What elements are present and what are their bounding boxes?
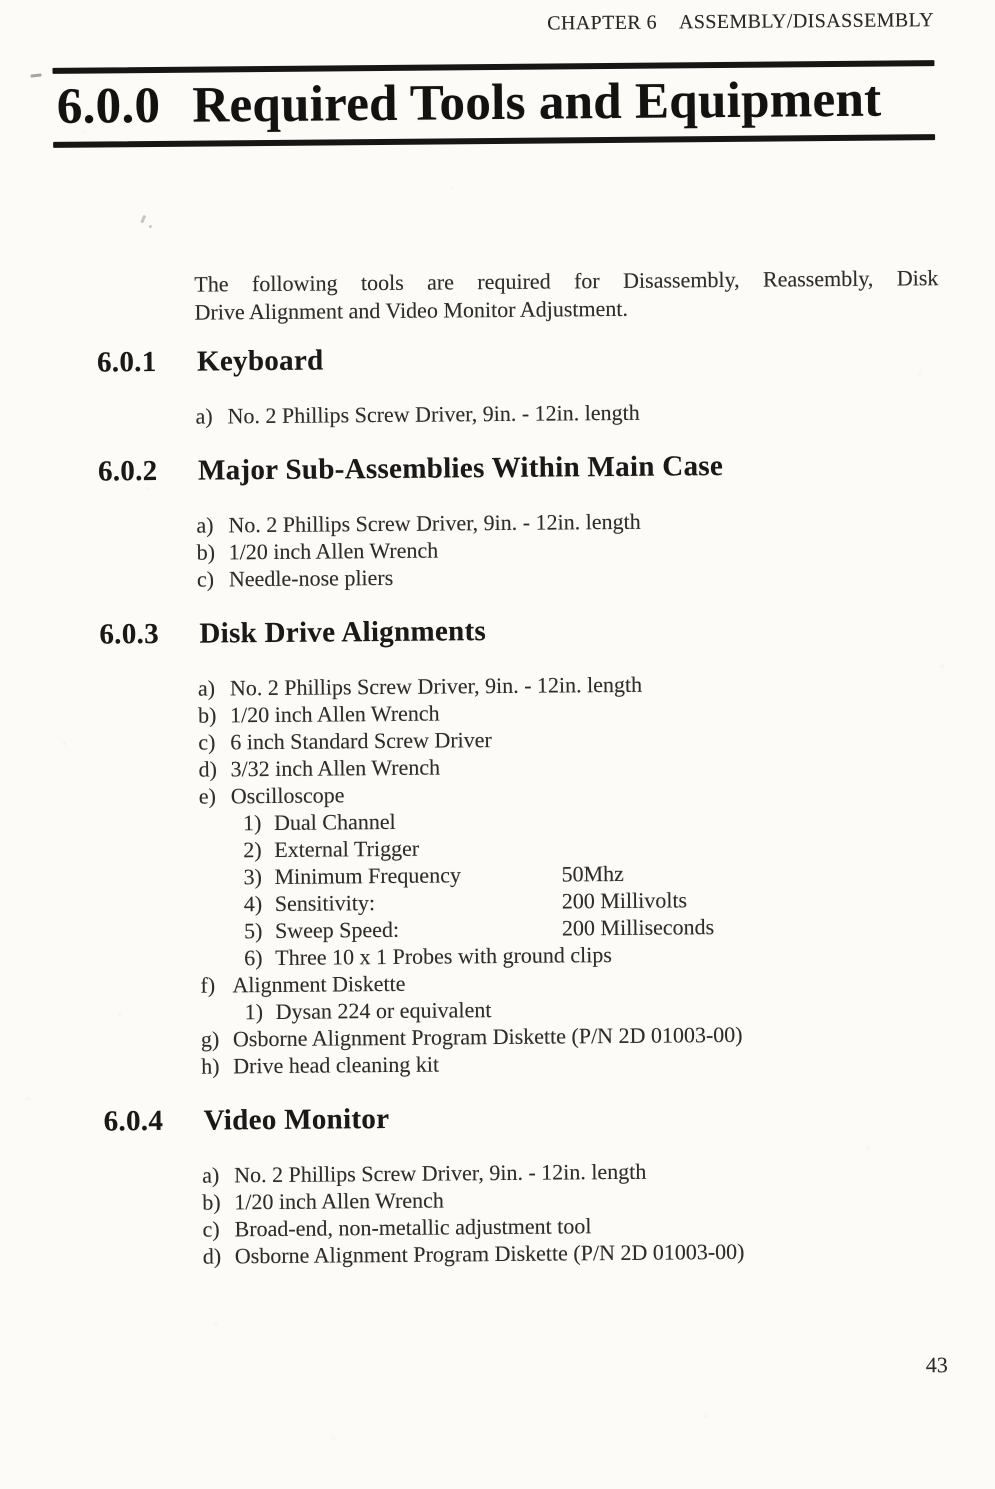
item-label: b) — [196, 539, 216, 565]
section-title: Video Monitor — [203, 1102, 390, 1137]
list-item — [195, 396, 937, 429]
list-item — [203, 1236, 945, 1269]
item-text: Minimum Frequency — [274, 862, 462, 889]
scan-artifact-dot — [149, 225, 152, 228]
page-title-text: Required Tools and Equipment — [192, 71, 882, 134]
item-label: e) — [198, 783, 217, 809]
item-text: 1/20 inch Allen Wrench — [234, 1187, 444, 1215]
section-items — [195, 396, 937, 429]
item-value: 200 Milliseconds — [561, 914, 715, 941]
section-heading — [97, 340, 937, 377]
section-number: 6.0.4 — [103, 1104, 164, 1138]
section-number: 6.0.1 — [96, 345, 157, 379]
section-heading — [99, 612, 939, 649]
running-header — [547, 9, 934, 35]
item-label: 1) — [244, 999, 264, 1025]
running-header-chapter: CHAPTER 6 — [547, 11, 658, 35]
item-text: 1/20 inch Allen Wrench — [230, 700, 440, 728]
item-label: h) — [201, 1053, 220, 1079]
section-heading — [104, 1099, 944, 1136]
scan-artifact-tick — [140, 215, 146, 224]
page-title-number: 6.0.0 — [56, 77, 161, 135]
sections-container — [97, 340, 945, 1270]
item-label: f) — [200, 972, 216, 998]
item-label: d) — [202, 1243, 222, 1269]
item-label: a) — [202, 1162, 220, 1188]
title-rule-bottom — [53, 134, 935, 148]
section-heading — [98, 449, 938, 486]
section — [104, 1099, 945, 1270]
item-text: Sensitivity: — [274, 890, 376, 916]
item-text: Needle-nose pliers — [228, 564, 394, 592]
item-text: Three 10 x 1 Probes with ground clips — [275, 942, 613, 970]
item-label: c) — [196, 566, 215, 592]
section-items — [196, 505, 939, 592]
section — [99, 612, 943, 1080]
item-label: 6) — [244, 945, 263, 971]
item-label: c) — [198, 729, 216, 755]
intro-line-2: Drive Alignment and Video Monitor Adjustment. — [194, 295, 629, 325]
item-text: External Trigger — [274, 835, 420, 862]
section-number: 6.0.2 — [97, 454, 158, 488]
item-label: 1) — [242, 810, 262, 836]
item-text: Sweep Speed: — [274, 916, 400, 943]
list-item — [201, 1046, 943, 1079]
item-text: Alignment Diskette — [232, 970, 406, 998]
section-items — [198, 668, 944, 1079]
item-label: b) — [202, 1189, 221, 1215]
item-value: 200 Millivolts — [561, 887, 688, 914]
list-item — [197, 559, 939, 592]
item-text: Dual Channel — [273, 808, 396, 835]
item-text: 6 inch Standard Screw Driver — [230, 727, 492, 755]
item-label: d) — [198, 756, 218, 782]
item-label: b) — [198, 702, 217, 728]
item-text: Drive head cleaning kit — [233, 1051, 440, 1079]
item-label: g) — [200, 1026, 220, 1052]
item-text: No. 2 Phillips Screw Driver, 9in. - 12in. length — [227, 399, 640, 429]
section — [97, 340, 938, 430]
item-label: c) — [202, 1216, 220, 1242]
section-number: 6.0.3 — [99, 617, 160, 651]
item-text: No. 2 Phillips Screw Driver, 9in. - 12in. length — [229, 671, 643, 701]
section-title: Major Sub-Assemblies Within Main Case — [197, 450, 724, 487]
item-label: 2) — [243, 837, 262, 863]
page-title — [53, 70, 935, 136]
title-block — [52, 60, 935, 148]
scan-noise — [0, 0, 3, 3]
scan-artifact-dash — [30, 73, 41, 77]
item-text: Broad-end, non-metallic adjustment tool — [234, 1213, 592, 1242]
item-value: 50Mhz — [561, 860, 624, 887]
intro-line-1: The following tools are required for Disassembly, Reassembly, Disk — [194, 265, 939, 297]
item-label: 4) — [243, 891, 263, 917]
item-text: Dysan 224 or equivalent — [275, 997, 492, 1024]
intro-paragraph — [194, 264, 938, 326]
item-text: No. 2 Phillips Screw Driver, 9in. - 12in. length — [234, 1158, 647, 1188]
section-items — [202, 1155, 945, 1269]
section — [98, 449, 939, 593]
item-label: 3) — [243, 864, 262, 890]
item-label: a) — [197, 675, 216, 701]
item-text: 3/32 inch Allen Wrench — [230, 754, 441, 782]
item-text: Oscilloscope — [230, 782, 345, 809]
item-text: Osborne Alignment Program Diskette (P/N 2D 01003-00) — [232, 1021, 743, 1052]
section-title: Keyboard — [196, 344, 324, 378]
item-label: a) — [195, 403, 213, 429]
item-text: Osborne Alignment Program Diskette (P/N 2D 01003-00) — [234, 1238, 745, 1269]
section-title: Disk Drive Alignments — [199, 615, 487, 650]
running-header-title: ASSEMBLY/DISASSEMBLY — [678, 9, 935, 34]
item-text: 1/20 inch Allen Wrench — [228, 537, 439, 565]
item-label: 5) — [243, 918, 263, 944]
page-number: 43 — [925, 1352, 948, 1378]
item-label: a) — [196, 512, 214, 538]
item-text: No. 2 Phillips Screw Driver, 9in. - 12in. length — [228, 508, 641, 538]
